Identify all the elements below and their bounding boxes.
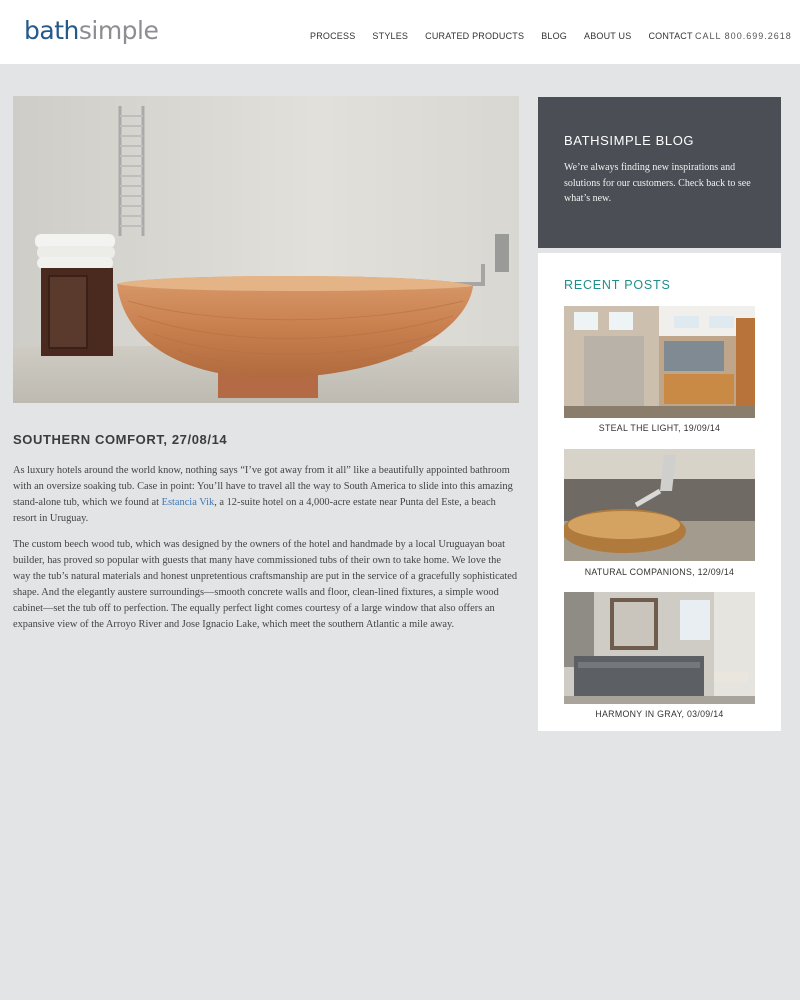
- recent-posts: [538, 253, 781, 731]
- post-hero-image: [13, 96, 519, 403]
- recent-post-thumbnail-2[interactable]: [564, 449, 755, 561]
- site-logo[interactable]: bathsimple: [24, 16, 159, 45]
- recent-post-thumbnail-1[interactable]: [564, 306, 755, 418]
- post-paragraph-1: As luxury hotels around the world know, nothing says “I’ve got away from it all” like a beautifully appointed bathroom with an oversize soaking tub. Case in point: You’ll have to travel all the way to South America to slide into this amazing stand-alone tub, which we found at Estancia Vik, a 12-suite hotel on a 4,000-acre estate near Punta del Este, a beach resort in Uruguay.: [13, 465, 513, 524]
- estancia-vik-link[interactable]: Estancia Vik: [161, 497, 215, 508]
- nav-about-us[interactable]: ABOUT US: [584, 31, 632, 41]
- recent-post-caption-3[interactable]: HARMONY IN GRAY, 03/09/14: [595, 709, 724, 719]
- post-paragraph-2: The custom beech wood tub, which was designed by the owners of the hotel and handmade by a local Uruguayan boat builder, has proved so popular with guests that many have commissioned tubs of their own to take home. We love the way the tub’s natural materials and honest unpretentious craftsmanship are put in the service of a gracefully sophisticated shape. And the elegantly austere surroundings—smooth concrete walls and floor, clean-lined fixtures, a simple wood cabinet—set the tub off to perfection. The equally perfect light comes courtesy of a large window that also offers an expansive view of the Arroyo River and Jose Ignacio Lake, which meet the southern Atlantic a mile away.: [13, 539, 518, 630]
- nav-process[interactable]: PROCESS: [310, 31, 356, 41]
- nav-styles[interactable]: STYLES: [372, 31, 409, 41]
- recent-post-caption-2[interactable]: NATURAL COMPANIONS, 12/09/14: [584, 567, 735, 577]
- recent-posts-title: RECENT POSTS: [564, 278, 671, 292]
- nav-curated-products[interactable]: CURATED PRODUCTS: [425, 31, 525, 41]
- site-header: [0, 0, 800, 64]
- recent-post-thumbnail-3[interactable]: [564, 592, 755, 704]
- main-nav: [310, 31, 710, 41]
- blog-box-text: We’re always finding new inspirations and solutions for our customers. Check back to see what’s new.: [564, 162, 751, 204]
- blog-box-title: BATHSIMPLE BLOG: [564, 133, 695, 148]
- nav-contact[interactable]: CONTACT: [648, 31, 693, 41]
- post-body: [13, 463, 519, 643]
- nav-blog[interactable]: BLOG: [541, 31, 567, 41]
- blog-intro-box: [538, 97, 781, 248]
- phone-number[interactable]: CALL 800.699.2618: [695, 31, 792, 41]
- post-title: SOUTHERN COMFORT, 27/08/14: [13, 432, 228, 447]
- recent-post-caption-1[interactable]: STEAL THE LIGHT, 19/09/14: [598, 423, 721, 433]
